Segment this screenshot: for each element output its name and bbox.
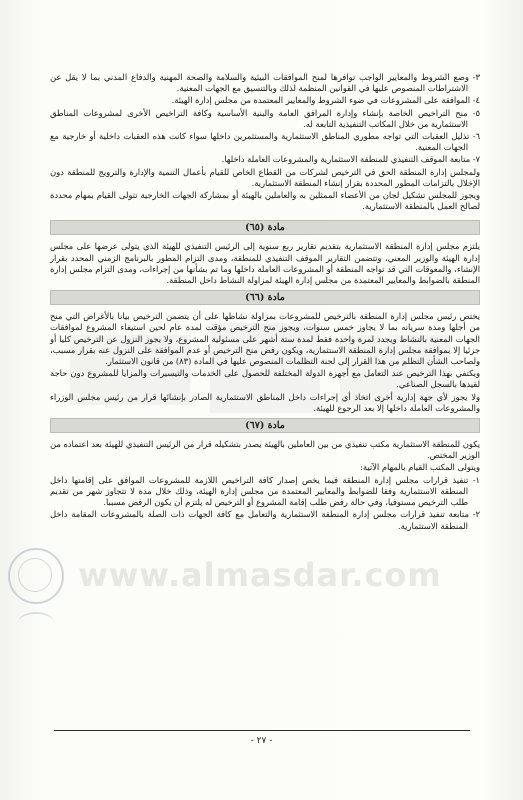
list-item: ٤- الموافقة على المشروعات في ضوء الشروط والمعايير المعتمدة من مجلس إدارة الهيئة. [171,95,480,106]
article-heading-bar [50,290,480,305]
list-item: ١- تنفيذ قرارات مجلس إدارة المنطقة فيما يخص إصدار كافة التراخيص اللازمة للمشروعات الموافق على إقامتها داخل المنطقة الاستثمارية وفقا للضوابط والمعايير المعتمدة من مجلس إدارة الهيئة، وذلك خلال مدة لا تتجاوز شهر من تقديم طلب الترخيص مستوفيا، وفي حالة رفض طلب إقامة المشروع أو الترخيص له يلتزم أن يكون الرفض مسببا. [50,474,480,508]
paragraph: ولا يجوز لأي جهة إدارية أخرى اتخاذ أي إجراءات داخل المناطق الاستثمارية الصادر بإنشائها قرار من رئيس مجلس الوزراء والمشروعات العاملة داخلها إلا بعد الرجوع للهيئة. [50,391,480,413]
stamp-mark [8,548,64,604]
article-heading: مادة (٦٦) [245,292,285,304]
article-heading: مادة (٦٧) [245,419,285,431]
paragraph: ويكتفي بهذا الترخيص عند التعامل مع أجهزة الدولة المختلفة للحصول على الخدمات والتيسيرات والمزايا للمشروع دون حاجة لقيدها بالسجل الصناعي. [50,368,480,390]
article-heading: مادة (٦٥) [245,222,285,234]
article-heading-bar [50,418,480,433]
list-item: ٦- تذليل العقبات التي تواجه مطوري المناطق الاستثمارية والمستثمرين داخلها سواء كانت هذه العقبات داخلية أو خارجية مع الجهات المعنية. [50,131,480,153]
list-item: ٧- متابعة الموقف التنفيذي للمنطقة الاستثمارية والمشروعات العاملة داخلها. [221,154,480,165]
page-number: - ٢٧ - [250,736,273,746]
article-heading-bar [50,220,480,235]
list-item: ٢- متابعة تنفيذ قرارات مجلس إدارة المنطقة الاستثمارية والتعامل مع كافة الجهات ذات الصلة بالمشروعات المقامة داخل المنطقة الاستثمارية. [50,509,480,531]
paragraph: ويتولى المكتب القيام بالمهام الآتية: [360,462,480,473]
paragraph: ولمجلس إدارة المنطقة الحق في الترخيص لشركات من القطاع الخاص للقيام بأعمال التنمية والإدارة والترويج للمنطقة دون الإخلال بالتزامات المطور المحددة بقرار إنشاء المنطقة الاستثمارية. [50,166,480,188]
footer-divider [54,730,470,731]
paragraph: يكون للمنطقة الاستثمارية مكتب تنفيذي من بين العاملين بالهيئة يصدر بتشكيله قرار من الرئيس التنفيذي للهيئة بعد اعتماده من الوزير المختص. [50,439,480,461]
document-body [50,72,480,533]
list-item: ٣- وضع الشروط والمعايير الواجب توافرها لمنح الموافقات البيئية والسلامة والصحة المهنية والدفاع المدني بما لا يقل عن الاشتراطات المنصوص عليها في القوانين المنظمة لذلك وبالتنسيق مع الجهات المعنية. [50,72,480,94]
paragraph: يختص رئيس مجلس إدارة المنطقة بالترخيص للمشروعات بمزاولة نشاطها على أن يتضمن الترخيص بيانا بالأغراض التي منح من أجلها ومدة سريانه بما لا يجاوز خمس سنوات، ويجوز منح الترخيص مؤقت لمدة عام لحين استيفاء المشروع لموافقات الجهات المعنية بالنشاط ويجدد لمرة واحدة فقط لمدة ستة أشهر على مسئولية المشروع، ولا يجوز النزول عن الترخيص كليا أو جزئيا إلا بموافقة مجلس إدارة المنطقة الاستثمارية، ويكون رفض منح الترخيص أو عدم الموافقة على النزول عنه بقرار مسبب، ولصاحب الشأن التظلم من هذا القرار إلى لجنة التظلمات المنصوص عليها في المادة (٨٣) من قانون الاستثمار. [50,311,480,367]
paragraph: يلتزم مجلس إدارة المنطقة الاستثمارية بتقديم تقارير ربع سنوية إلى الرئيس التنفيذي للهيئة الذي يتولى عرضها على مجلس إدارة الهيئة والوزير المعني، وتتضمن التقارير الموقف التنفيذي للمنطقة، ومدى التزام المطور بالبرنامج الزمني المحدد بقرار الإنشاء، والمعوقات التي قد تواجه المنطقة أو المشروعات العاملة داخلها وما تم بشأنها من إجراءات، ومدى التزام مجلس إدارة المنطقة بالضوابط والمعايير المعتمدة من مجلس إدارة الهيئة لمزاولة النشاط داخل المنطقة. [50,241,480,286]
paragraph: ويجوز للمجلس تشكيل لجان من الأعضاء الممثلين به والعاملين بالهيئة أو بمشاركة الجهات الخارجية تتولى القيام بمهام محددة لصالح العمل بالمنطقة الاستثمارية. [50,190,480,212]
list-item: ٥- منح التراخيص الخاصة بإنشاء وإدارة المرافق العامة والبنية الأساسية وكافة التراخيص الأخرى لمشروعات المناطق الاستثمارية من خلال المكاتب التنفيذية التابعة له. [50,107,480,129]
stamp-mark-faint [18,612,54,634]
watermark-text: www.almasdar.com [78,556,442,594]
